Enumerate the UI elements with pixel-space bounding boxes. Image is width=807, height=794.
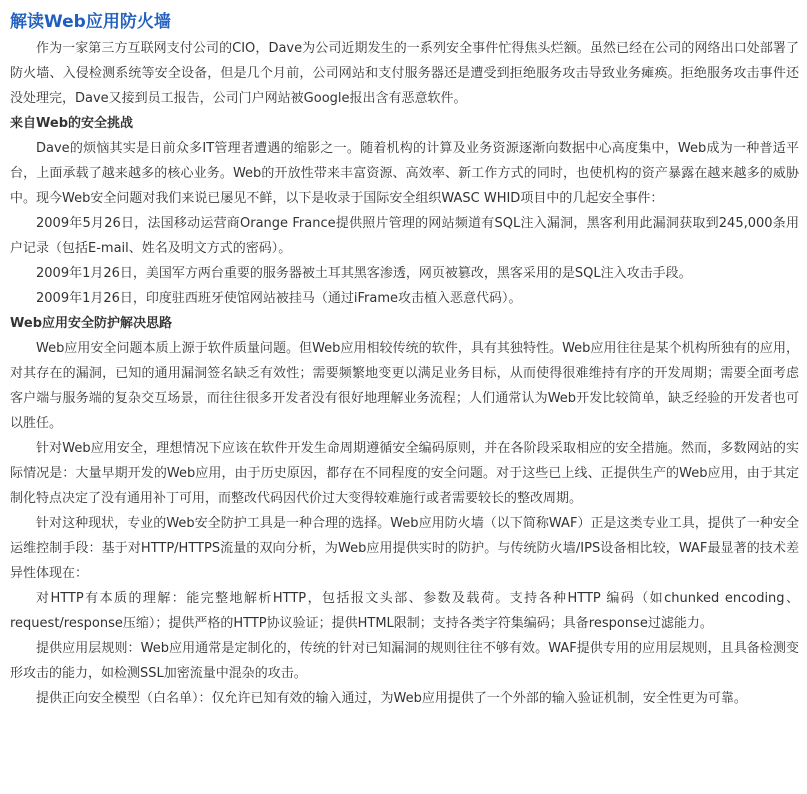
incident-item-3: 2009年1月26日，印度驻西班牙使馆网站被挂马（通过iFrame攻击植入恶意代码）。: [36, 291, 522, 306]
incident-item-2: 2009年1月26日，美国军方两台重要的服务器被土耳其黑客渗透，网页被篡改，黑客采用的是SQL注入攻击手段。: [36, 266, 692, 281]
intro-paragraph: 作为一家第三方互联网支付公司的CIO，Dave为公司近期发生的一系列安全事件忙得焦头烂额。虽然已经在公司的网络出口处部署了防火墙、入侵检测系统等安全设备，但是几个月前，公司网站和支付服务器还是遭受到拒绝服务攻击导致业务瘫痪。拒绝服务攻击事件还没处理完，Dave又接到员工报告，公司门户网站被Google报出含有恶意软件。: [10, 41, 799, 106]
article-title: 解读Web应用防火墙: [10, 12, 171, 32]
section2-paragraph-1: Web应用安全问题本质上源于软件质量问题。但Web应用相较传统的软件，具有其独特性。Web应用往往是某个机构所独有的应用，对其存在的漏洞，已知的通用漏洞签名缺乏有效性；需要频繁地变更以满足业务目标，从而使得很难维持有序的开发周期；需要全面考虑客户端与服务端的复杂交互场景，而往往很多开发者没有很好地理解业务流程；人们通常认为Web开发比较简单，缺乏经验的开发者也可以胜任。: [10, 341, 799, 431]
section1-paragraph: Dave的烦恼其实是日前众多IT管理者遭遇的缩影之一。随着机构的计算及业务资源逐渐向数据中心高度集中，Web成为一种普适平台，上面承载了越来越多的核心业务。Web的开放性带来丰富资源、高效率、新工作方式的同时，也使机构的资产暴露在越来越多的威胁中。现今Web安全问题对我们来说已屡见不鲜，以下是收录于国际安全组织WASC WHID项目中的几起安全事件：: [10, 141, 799, 206]
waf-feature-app-layer-rules: 提供应用层规则：Web应用通常是定制化的，传统的针对已知漏洞的规则往往不够有效。WAF提供专用的应用层规则，且具备检测变形攻击的能力，如检测SSL加密流量中混杂的攻击。: [10, 641, 799, 681]
section2-paragraph-2: 针对Web应用安全，理想情况下应该在软件开发生命周期遵循安全编码原则，并在各阶段采取相应的安全措施。然而，多数网站的实际情况是：大量早期开发的Web应用，由于历史原因，都存在不同程度的安全问题。对于这些已上线、正提供生产的Web应用，由于其定制化特点决定了没有通用补丁可用，而整改代码因代价过大变得较难施行或者需要较长的整改周期。: [10, 441, 799, 506]
section-heading-protection-approach: Web应用安全防护解决思路: [10, 316, 172, 331]
waf-feature-http-understanding: 对HTTP有本质的理解：能完整地解析HTTP，包括报文头部、参数及载荷。支持各种HTTP 编码（如chunked encoding、request/response压缩）；提供严格的HTTP协议验证；提供HTML限制；支持各类字符集编码；具备response过滤能力。: [10, 591, 799, 631]
section-heading-web-challenges: 来自Web的安全挑战: [10, 116, 133, 131]
incident-item-1: 2009年5月26日，法国移动运营商Orange France提供照片管理的网站频道有SQL注入漏洞，黑客利用此漏洞获取到245,000条用户记录（包括E-mail、姓名及明文方式的密码）。: [10, 216, 799, 256]
waf-feature-positive-security-model: 提供正向安全模型（白名单）：仅允许已知有效的输入通过，为Web应用提供了一个外部的输入验证机制，安全性更为可靠。: [36, 691, 747, 706]
section2-paragraph-3: 针对这种现状，专业的Web安全防护工具是一种合理的选择。Web应用防火墙（以下简称WAF）正是这类专业工具，提供了一种安全运维控制手段：基于对HTTP/HTTPS流量的双向分析，为Web应用提供实时的防护。与传统防火墙/IPS设备相比较，WAF最显著的技术差异性体现在：: [10, 516, 799, 581]
